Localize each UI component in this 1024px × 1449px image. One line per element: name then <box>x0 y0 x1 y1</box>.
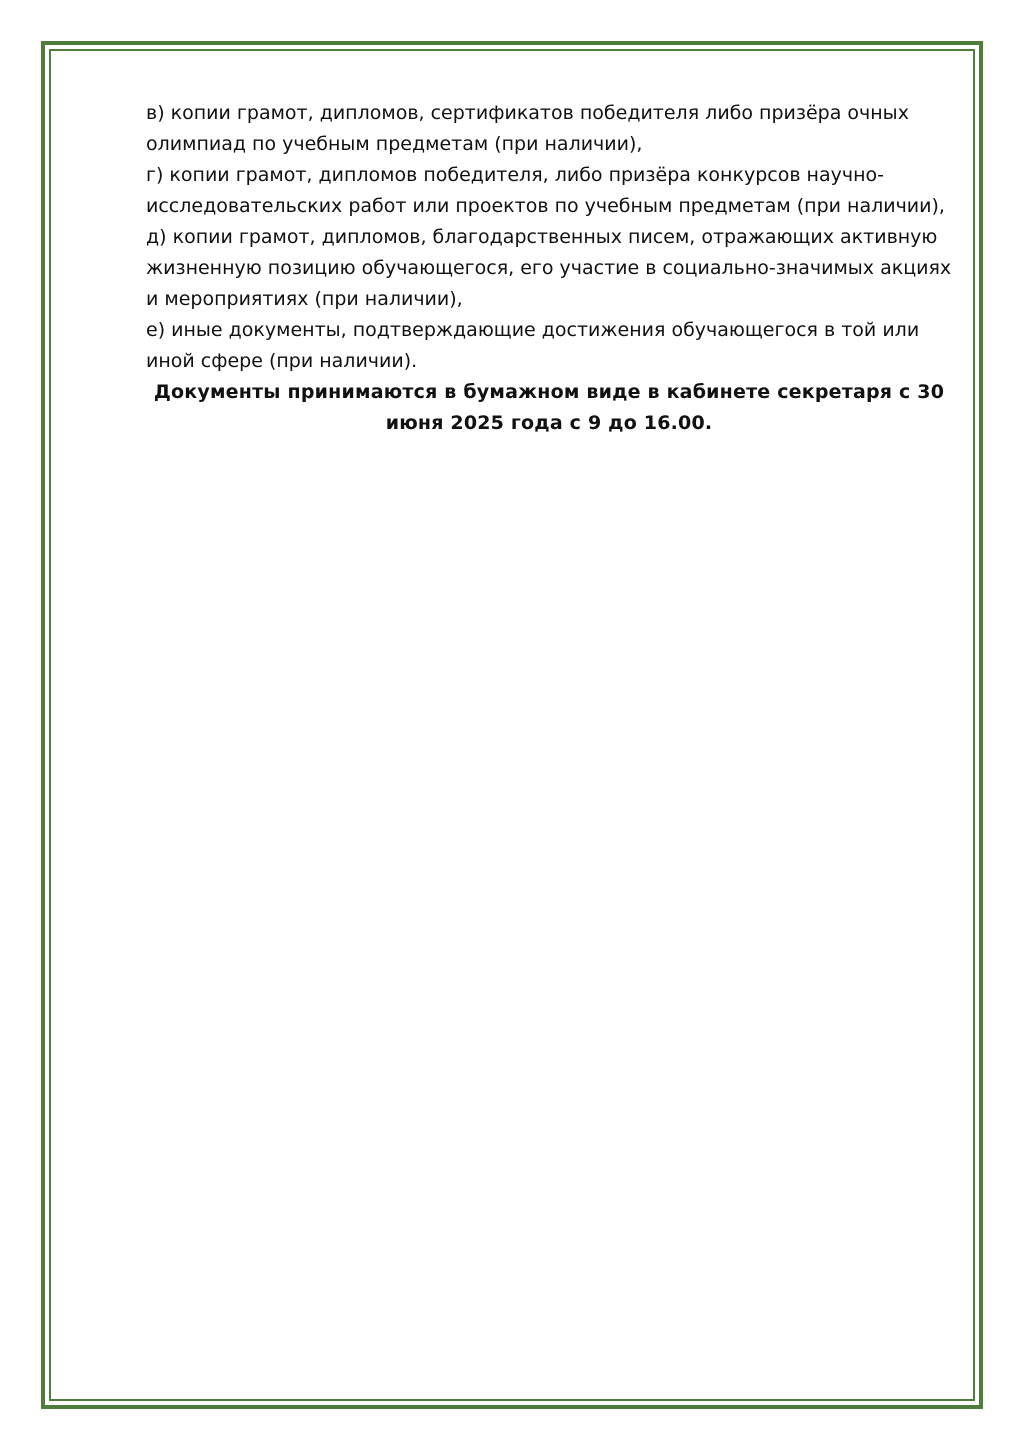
list-item-g: г) копии грамот, дипломов победителя, либо призёра конкурсов научно-исследовательских работ или проектов по учебным предметам (при наличии), <box>146 164 945 217</box>
list-item-d: д) копии грамот, дипломов, благодарственных писем, отражающих активную жизненную позицию обучающегося, его участие в социально-значимых акциях и мероприятиях (при наличии), <box>146 226 952 310</box>
submission-notice: Документы принимаются в бумажном виде в кабинете секретаря с 30 июня 2025 года с 9 до 16.00. <box>153 381 945 434</box>
document-body <box>146 98 952 439</box>
list-item-v: в) копии грамот, дипломов, сертификатов победителя либо призёра очных олимпиад по учебным предметам (при наличии), <box>146 102 909 155</box>
list-item-e: е) иные документы, подтверждающие достижения обучающегося в той или иной сфере (при наличии). <box>146 319 920 372</box>
